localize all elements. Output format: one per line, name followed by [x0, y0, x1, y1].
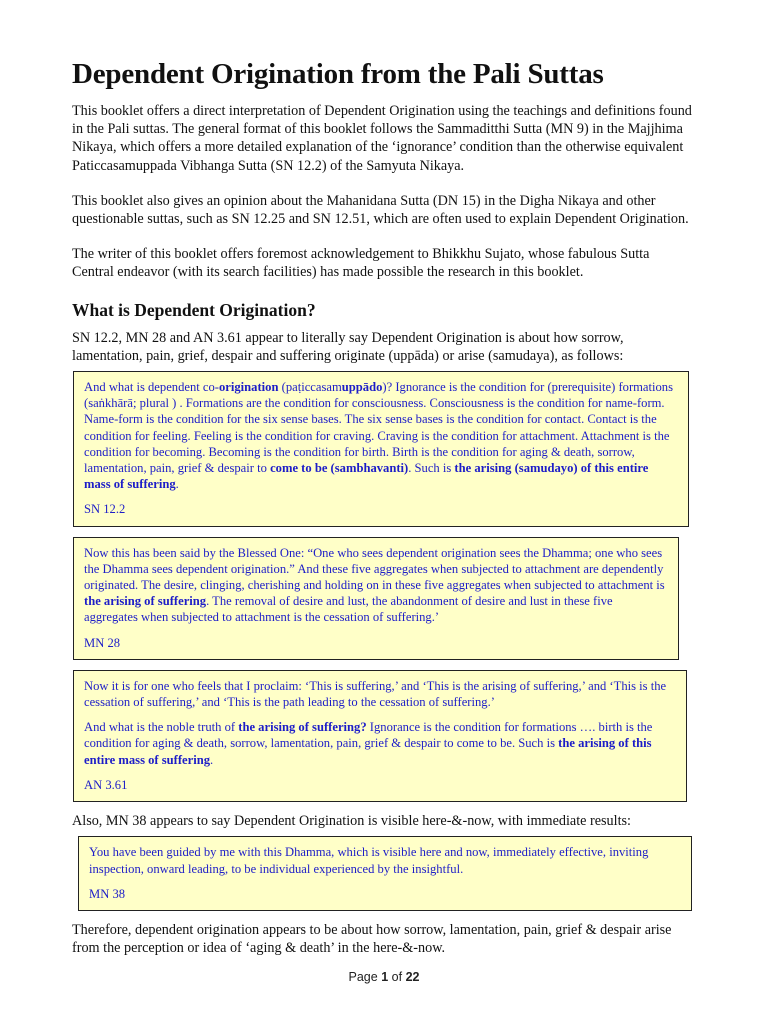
section-heading: What is Dependent Origination? — [72, 299, 316, 320]
intro-paragraph-1: This booklet offers a direct interpretation of Dependent Origination using the teachings and definitions found in the Pali suttas. The general format of this booklet follows the Sammaditthi Sutta (MN 9) in the Majjhima Nikaya, which offers a more detailed explanation of the ‘ignorance’ condition than the otherwise equivalent Paticcasamuppada Vibhanga Sutta (SN 12.2) of the Samyuta Nikaya. — [72, 103, 692, 174]
quote-text: Now it is for one who feels that I proclaim: ‘This is suffering,’ and ‘This is the arising of suffering,’ and ‘This is the cessation of suffering,’ and ‘This is the path leading to the cessation of suffering.’ — [84, 678, 667, 710]
quote-reference: MN 38 — [89, 886, 126, 901]
mn38-intro-paragraph: Also, MN 38 appears to say Dependent Origination is visible here-&-now, with immediate results: — [72, 813, 631, 830]
quote-box-an-3-61 — [73, 670, 687, 802]
quote-reference: MN 28 — [84, 635, 121, 650]
quote-reference: SN 12.2 — [84, 502, 126, 517]
document-page — [72, 56, 692, 974]
conclusion-paragraph: Therefore, dependent origination appears to be about how sorrow, lamentation, pain, grief & despair arise from the perception or idea of ‘aging & death’ in the here-&-now. — [72, 921, 672, 957]
quote-box-mn-38 — [78, 836, 692, 911]
quote-text: Now this has been said by the Blessed One: “One who sees dependent origination sees the Dhamma; one who sees the Dhamma sees dependent origination.” And these five aggregates when subjected to attachment are dependently originated. The desire, clinging, cherishing and holding on in these five aggregates when subjected to attachment is the arising of suffering. The removal of desire and lust, the abandonment of desire and lust in these five aggregates when subjected to attachment is the cessation of suffering.’ — [84, 545, 665, 625]
intro-paragraph-2: This booklet also gives an opinion about the Mahanidana Sutta (DN 15) in the Digha Nikaya and other questionable suttas, such as SN 12.25 and SN 12.51, which are often used to explain Dependent Origination. — [72, 192, 689, 228]
intro-paragraph-3: The writer of this booklet offers foremost acknowledgement to Bhikkhu Sujato, whose fabulous Sutta Central endeavor (with its search facilities) has made possible the research in this booklet. — [72, 246, 650, 281]
quote-text: You have been guided by me with this Dhamma, which is visible here and now, immediately effective, inviting inspection, onward leading, to be individual experienced by the insightful. — [89, 845, 649, 876]
of-label: of — [391, 970, 403, 984]
quote-reference: AN 3.61 — [84, 777, 128, 792]
page-label: Page — [348, 970, 378, 984]
page-title: Dependent Origination from the Pali Suttas — [72, 58, 604, 90]
quote-box-mn-28 — [73, 537, 679, 660]
quote-text: And what is the noble truth of the arising of suffering? Ignorance is the condition for formations …. birth is the condition for aging & death, sorrow, lamentation, pain, grief & despair to come to be. Such is the arising of this entire mass of suffering. — [84, 720, 653, 767]
page-number-footer — [0, 970, 768, 984]
quote-text: And what is dependent co-origination (paṭiccasamuppādo)? Ignorance is the condition for (prerequisite) formations (saṅkhārā; plural ) . Formations are the condition for consciousness. Consciousness is the condition for name-form. Name-form is the condition for the six sense bases. The six sense bases is the condition for contact. Contact is the condition for feeling. Feeling is the condition for craving. Craving is the condition for attachment. Attachment is the condition for becoming. Becoming is the condition for birth. Birth is the condition for aging & death, sorrow, lamentation, pain, grief & despair to come to be (sambhavanti). Such is the arising (samudayo) of this entire mass of suffering. — [84, 380, 674, 492]
section-intro-paragraph: SN 12.2, MN 28 and AN 3.61 appear to literally say Dependent Origination is about how sorrow, lamentation, pain, grief, despair and suffering originate (uppāda) or arise (samudaya), as follows: — [72, 329, 624, 364]
quote-box-sn-12-2 — [73, 371, 689, 527]
current-page-number: 1 — [381, 970, 389, 984]
total-page-count: 22 — [405, 970, 420, 984]
